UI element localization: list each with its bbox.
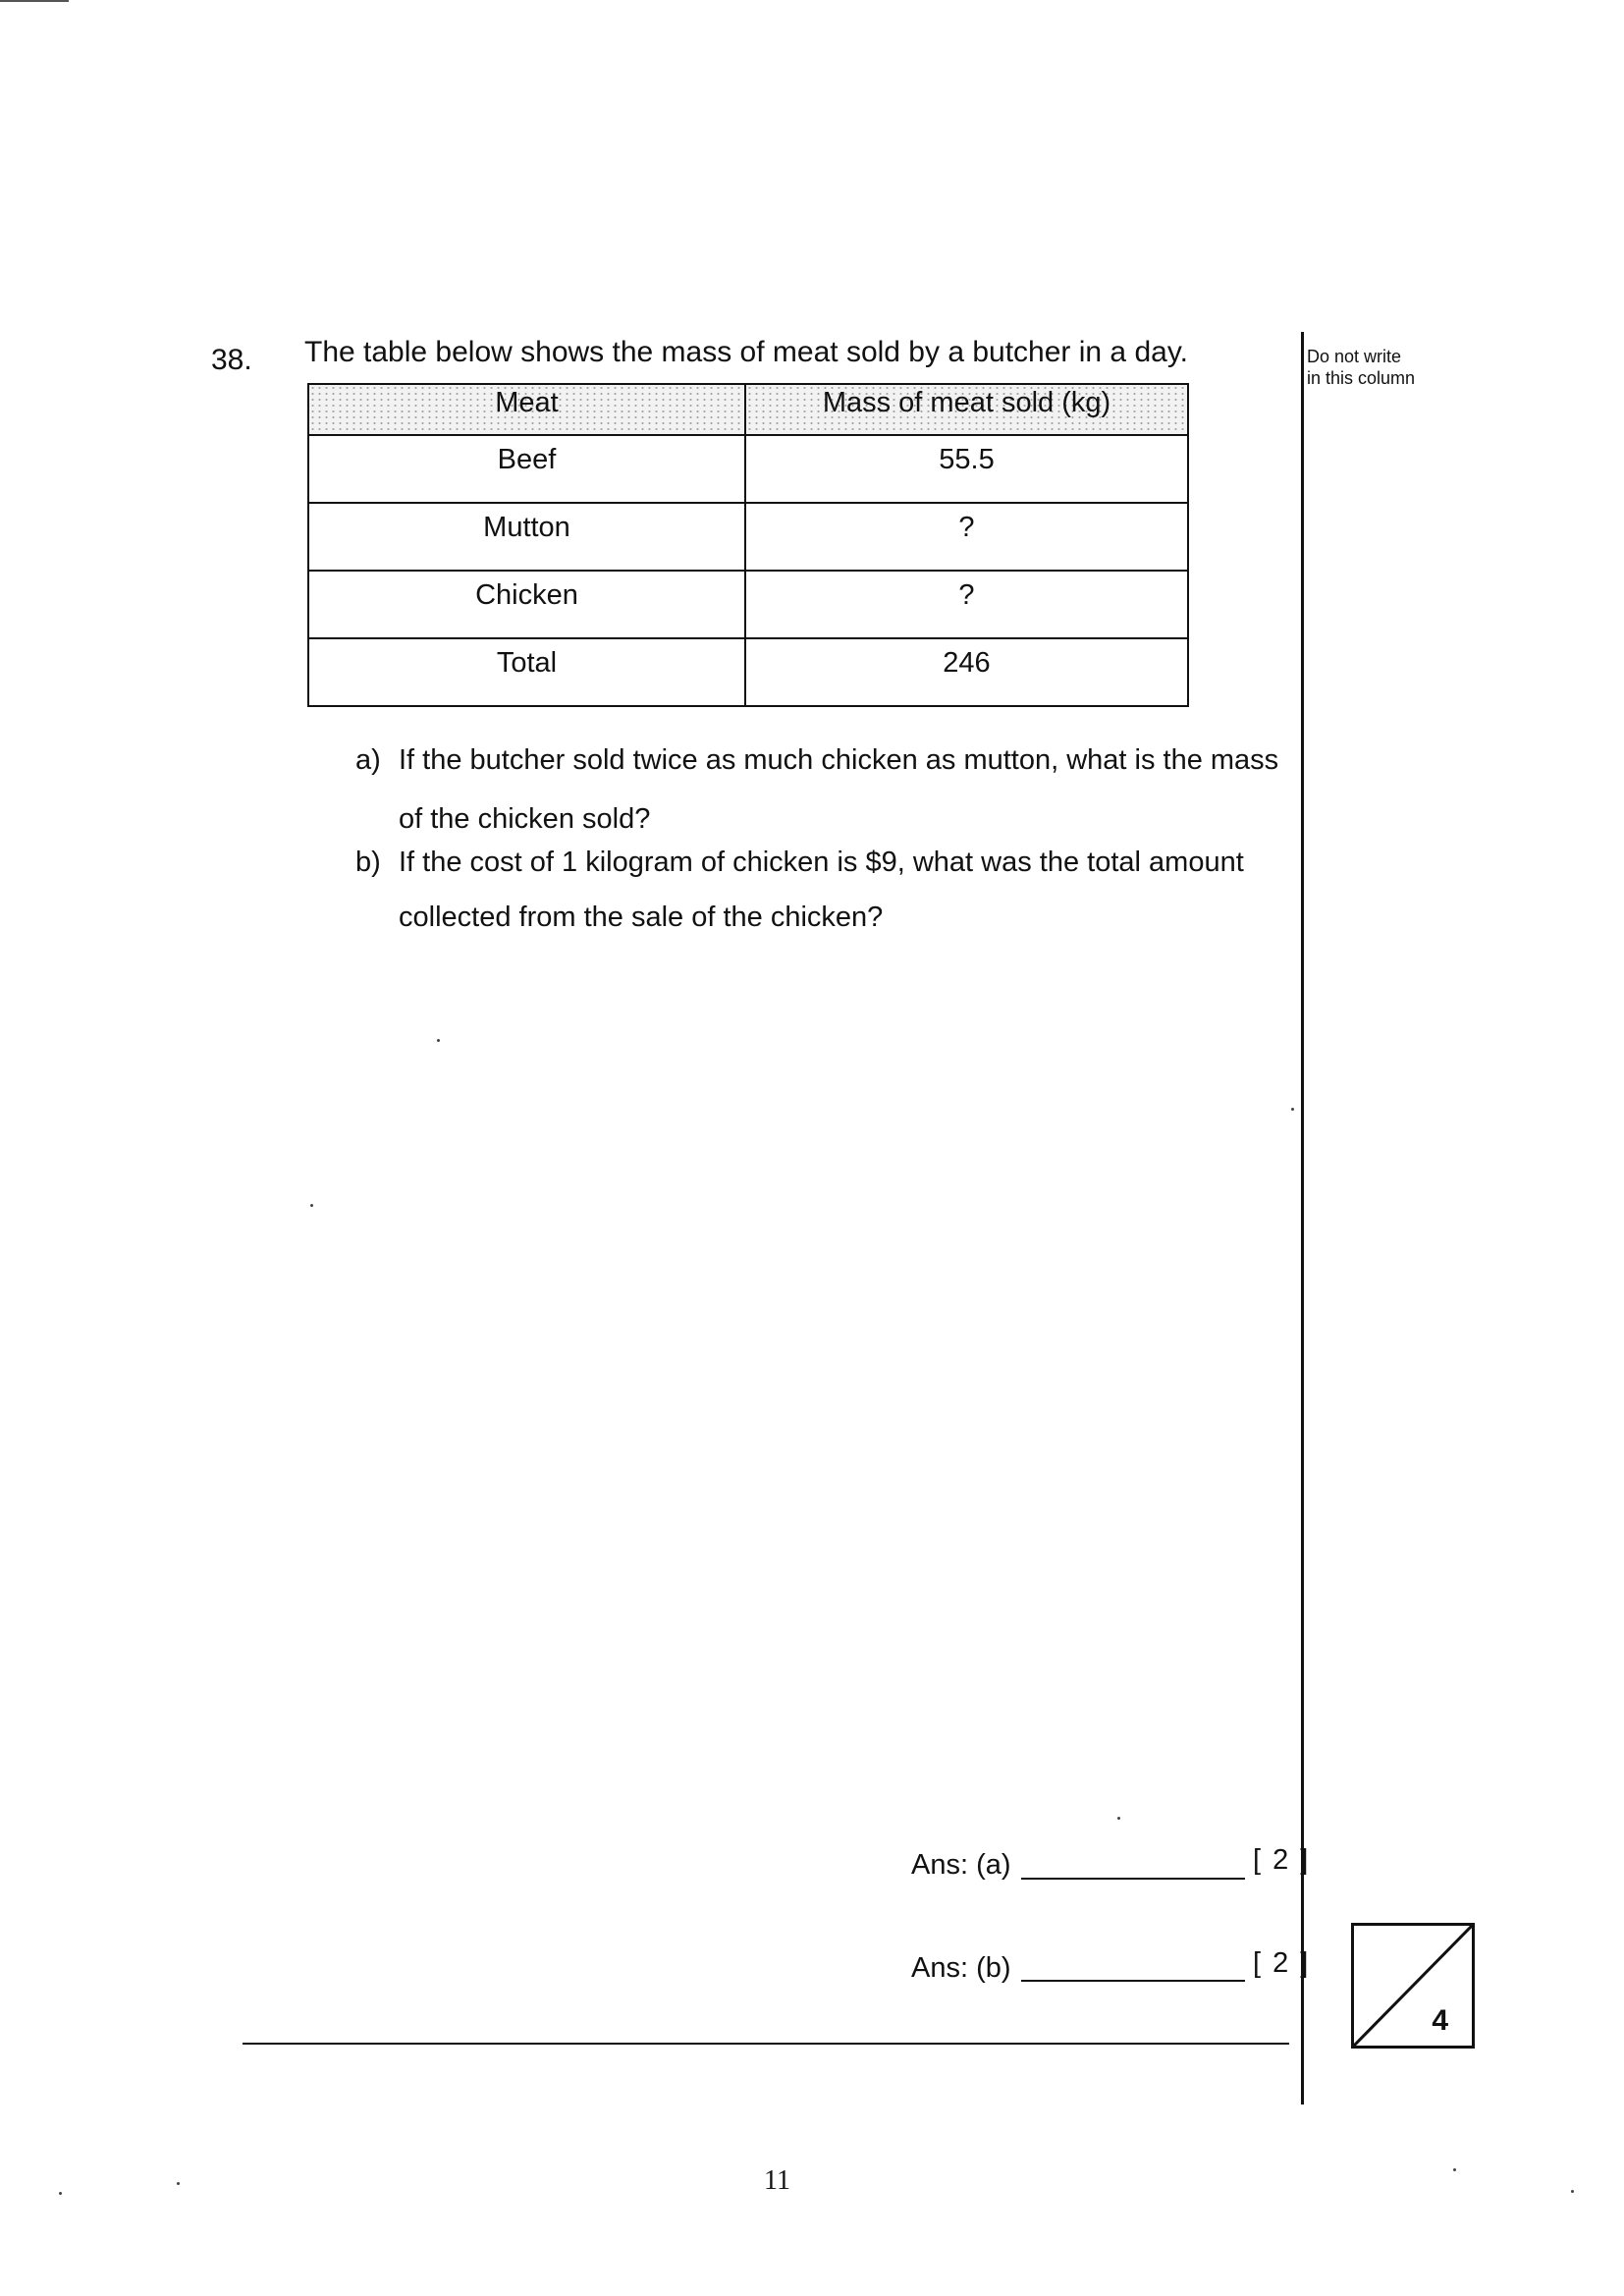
table-row — [308, 638, 1188, 706]
question-text: The table below shows the mass of meat sold by a butcher in a day. — [304, 336, 1188, 368]
header-meat: Meat — [308, 384, 745, 435]
table-header-row — [308, 384, 1188, 435]
header-mass: Mass of meat sold (kg) — [745, 384, 1188, 435]
cell-mass: 246 — [745, 638, 1188, 706]
score-box — [1351, 1923, 1475, 2049]
margin-note-line-1: Do not write — [1307, 347, 1402, 366]
answer-b-marks: [ 2 ] — [1253, 1947, 1311, 1979]
scan-speck — [1571, 2190, 1574, 2193]
bottom-rule — [243, 2043, 1289, 2045]
question-number: 38. — [211, 344, 252, 376]
score-box-diagonal — [1354, 1926, 1472, 2046]
answer-a-line[interactable] — [1021, 1878, 1245, 1880]
scan-speck — [59, 2192, 62, 2195]
scan-speck — [310, 1204, 313, 1207]
table-row — [308, 503, 1188, 571]
subquestion-b-label: b) — [355, 847, 381, 878]
scan-speck — [437, 1039, 440, 1042]
scan-speck — [1453, 2168, 1456, 2171]
subquestion-a-text-line-2: of the chicken sold? — [399, 803, 651, 835]
cell-meat: Chicken — [308, 571, 745, 638]
top-edge-mark — [0, 0, 69, 2]
margin-note — [1307, 346, 1415, 389]
cell-meat: Beef — [308, 435, 745, 503]
answer-a-marks: [ 2 ] — [1253, 1844, 1311, 1876]
margin-divider-line — [1301, 332, 1304, 2105]
cell-meat: Mutton — [308, 503, 745, 571]
subquestion-b — [355, 847, 1244, 879]
table-row — [308, 571, 1188, 638]
scan-speck — [1291, 1108, 1294, 1111]
answer-b-label: Ans: (b) — [911, 1952, 1011, 1984]
subquestion-a-text-line-1: If the butcher sold twice as much chicken as mutton, what is the mass — [399, 744, 1279, 776]
cell-mass: 55.5 — [745, 435, 1188, 503]
subquestion-a-label: a) — [355, 744, 381, 776]
scan-speck — [1117, 1817, 1120, 1820]
subquestion-b-text-line-2: collected from the sale of the chicken? — [399, 902, 884, 933]
answer-b-line[interactable] — [1021, 1980, 1245, 1982]
answer-a-label: Ans: (a) — [911, 1849, 1011, 1881]
subquestion-b-text-line-1: If the cost of 1 kilogram of chicken is $9, what was the total amount — [399, 847, 1244, 878]
page-number: 11 — [764, 2165, 790, 2196]
meat-mass-table — [307, 383, 1189, 707]
cell-mass: ? — [745, 571, 1188, 638]
cell-mass: ? — [745, 503, 1188, 571]
score-total: 4 — [1432, 2004, 1448, 2037]
cell-meat: Total — [308, 638, 745, 706]
scan-speck — [177, 2182, 180, 2185]
margin-note-line-2: in this column — [1307, 368, 1416, 388]
subquestion-a — [355, 744, 1278, 777]
table-row — [308, 435, 1188, 503]
